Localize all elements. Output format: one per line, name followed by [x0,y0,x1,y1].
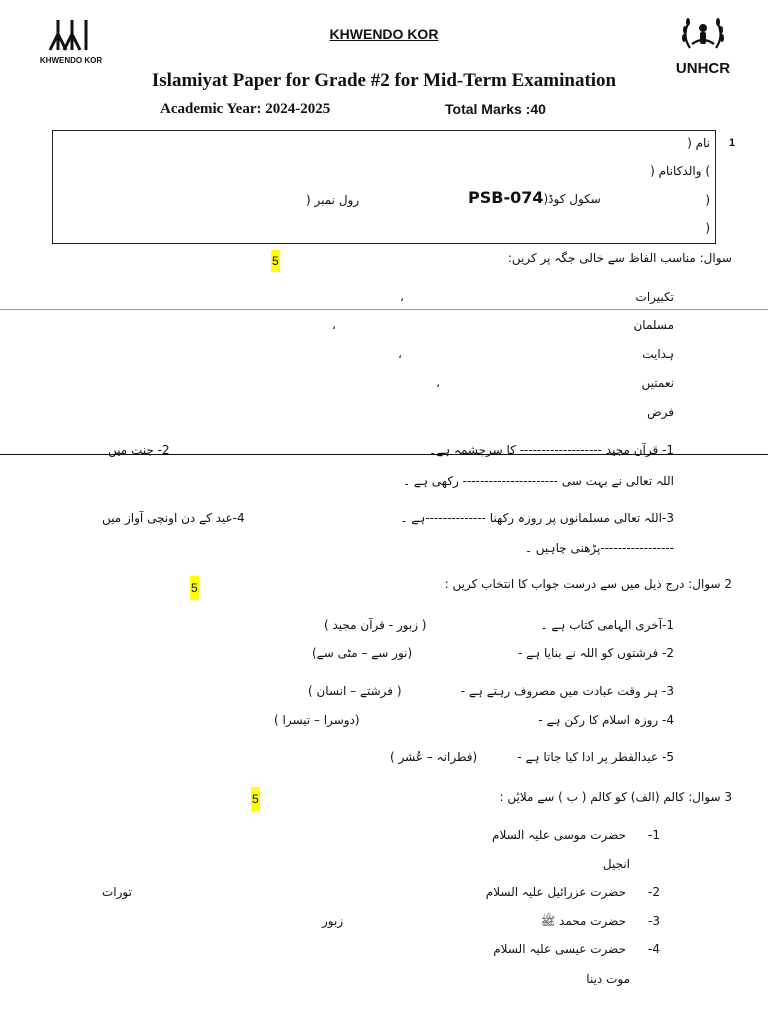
total-marks: Total Marks :40 [445,101,546,117]
khwendo-kor-logo-text: KHWENDO KOR [39,56,103,65]
father-name-field-label: ) والدکانام ( [650,164,710,178]
column-b-item: تورات [102,885,132,899]
school-code-close: ) [705,193,710,207]
fill-blank-sentence-1: 1- قرآن مجید ------------------- کا سرچشمہ ہے۔ [429,443,674,457]
column-a-item: حضرت محمد ﷺ [540,914,626,928]
mcq-options-1: ( زبور - قرآن مجید ) [324,618,427,632]
word-bank-item: مسلمان [633,318,674,332]
word-bank-item: فرض [647,405,674,419]
unhcr-logo [668,14,738,77]
fill-blank-sentence-4-cont: -----------------پڑھنی چاہیں ۔ [524,541,674,555]
page-title: Islamiyat Paper for Grade #2 for Mid-Term Examination [151,70,617,91]
word-bank-separator: ، [400,290,404,304]
word-bank-item: تکبیرات [635,290,674,304]
academic-year: Academic Year: 2024-2025 [160,101,331,117]
mcq-question-4: 4- روزہ اسلام کا رکن ہے - [538,713,674,727]
mcq-options-5: (فطرانہ – عُشر ) [390,750,478,764]
q2-heading: 2 سوال: درج ذیل میں سے درست جواب کا انتخاب کریں : [444,577,732,591]
q1-marks: 5 [271,250,280,272]
unhcr-logo-text: UNHCR [675,60,731,77]
q3-marks: 5 [251,787,260,811]
section-number: 1 [729,137,736,149]
column-a-number: -2 [648,885,660,899]
name-field-label: نام ( [687,136,710,150]
student-info-box [52,130,716,244]
fill-blank-sentence-3: 3-اللہ تعالی مسلمانوں پر روزہ رکھنا --------------ہے ۔ [400,511,674,525]
page-rule [0,309,768,310]
column-a-number: -3 [648,914,660,928]
info-close-bracket-1: ) [705,221,710,235]
mcq-question-1: 1-آخری الہامی کتاب ہے ۔ [540,618,674,632]
column-b-item: زبور [322,914,344,928]
word-bank-separator: ، [332,318,336,332]
column-b-item: انجیل [602,857,630,871]
column-a-item: حضرت موسی علیہ السلام [492,828,626,842]
q2-marks: 5 [190,576,199,600]
school-code-value: PSB-074 [468,188,544,207]
mcq-question-3: 3- ہر وقت عبادت میں مصروف رہتے ہے - [460,684,674,698]
mcq-options-2: (نور سے – مٹی سے) [312,646,413,660]
word-bank-separator: ، [436,376,440,390]
center-org-name: KHWENDO KOR [329,26,439,42]
fill-blank-sentence-2-cont: اللہ تعالی نے بہت سی ---------------------- رکھی ہے ۔ [403,474,674,488]
column-a-number: -4 [648,942,660,956]
q3-heading: 3 سوال: کالم (الف) کو کالم ( ب ) سے ملایٔں : [499,790,732,804]
mcq-question-5: 5- عیدالفطر پر ادا کیا جاتا ہے - [517,750,674,764]
school-code-label [468,188,601,207]
mcq-options-3: ( فرشتے – انسان ) [308,684,402,698]
mcq-options-4: (دوسرا – تیسرا ) [274,713,360,727]
word-bank-separator: ، [398,347,402,361]
fill-blank-sentence-2: 2- جنت میں [108,443,170,457]
column-b-item: موت دینا [586,972,630,986]
column-a-item: حضرت عیسی علیہ السلام [493,942,626,956]
q1-heading: سوال: مناسب الفاظ سے خالی جگہ پر کریں: [507,251,732,265]
column-a-number: -1 [648,828,660,842]
word-bank-item: ہدایت [642,347,674,361]
column-a-item: حضرت عزرائیل علیہ السلام [485,885,626,899]
roll-number-label: رول نمبر ( [306,193,360,207]
word-bank-item: نعمتیں [641,376,674,390]
school-code-text: سکول کوڈ( [543,192,601,206]
fill-blank-sentence-4: 4-عید کے دن اونچی آواز میں [102,511,245,525]
mcq-question-2: 2- فرشتوں کو اللہ نے بنایا ہے - [518,646,674,660]
